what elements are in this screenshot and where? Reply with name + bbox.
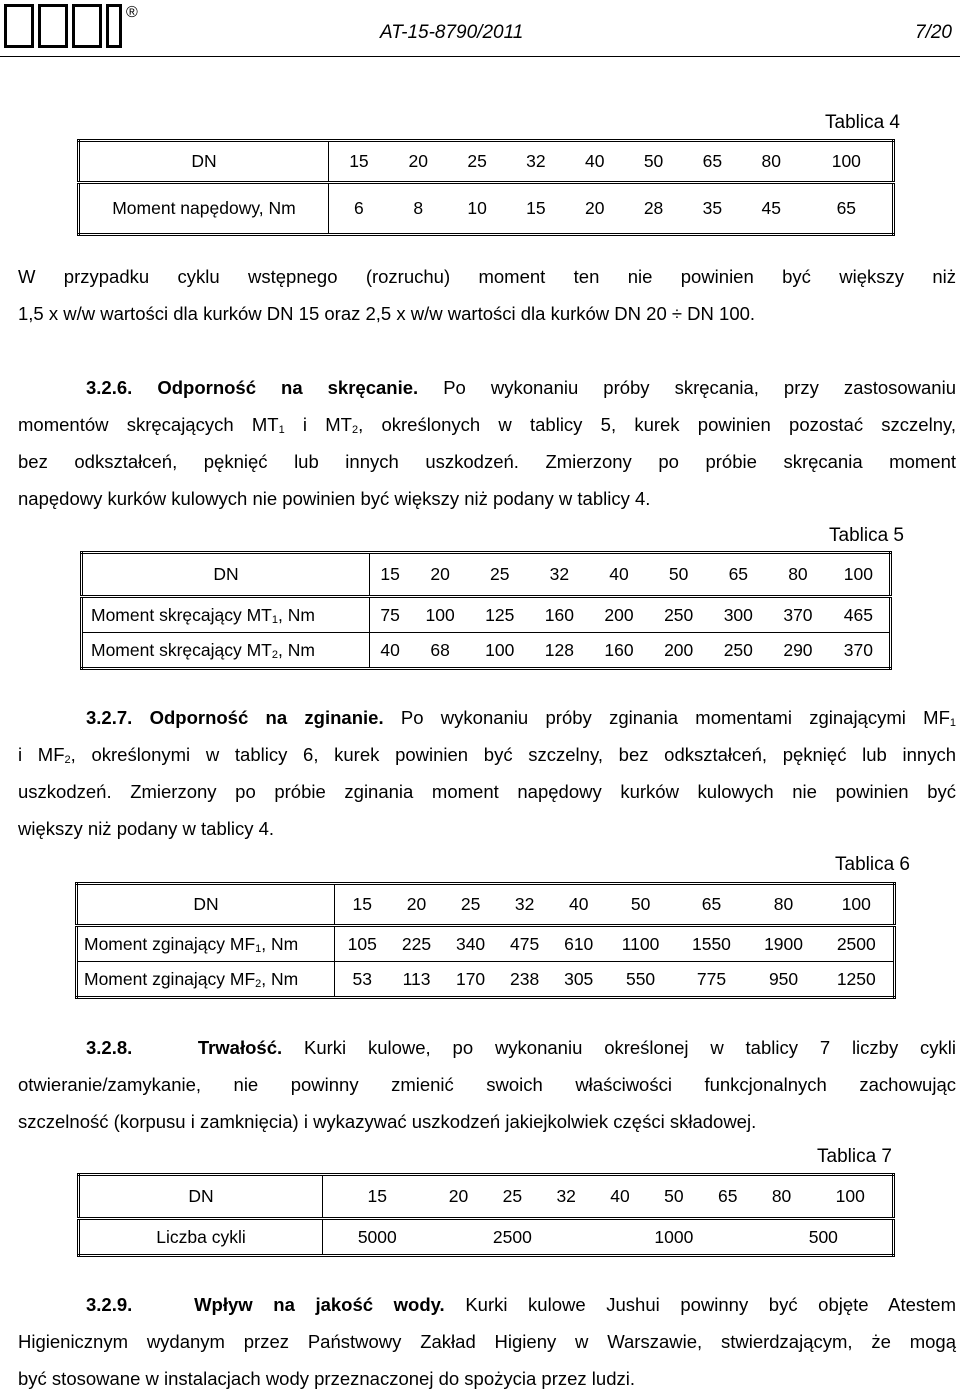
- paragraph-line: 3.2.8. Trwałość. Kurki kulowe, po wykonaniu określonej w tablicy 7 liczby cykli: [86, 1037, 957, 1058]
- table-cell: 128: [544, 639, 574, 660]
- table-cell: Moment skręcający $MT_2$, Nm: [82, 633, 370, 669]
- table-cell: 1100: [606, 926, 676, 962]
- table-cell: 370: [768, 597, 828, 633]
- table-cell: 250: [649, 597, 709, 633]
- table-cell: 475: [498, 926, 552, 962]
- table-cell: 305: [564, 968, 594, 989]
- table-cell: 80: [748, 884, 820, 926]
- table-cell: 80: [742, 141, 801, 183]
- table-cell: 550: [625, 968, 656, 989]
- table-cell: 25: [485, 1175, 539, 1219]
- table-cell: Moment zginający $MF_1$, Nm: [77, 926, 335, 962]
- section-number: 3.2.6.: [86, 377, 133, 398]
- table-cell: 5000: [357, 1226, 397, 1247]
- table-cell: 6: [354, 198, 364, 218]
- table-cell: 15: [323, 1175, 432, 1219]
- table-cell: 32: [507, 141, 566, 183]
- table-cell: 25: [444, 884, 498, 926]
- section-3-2-7: [18, 699, 956, 847]
- header-rule: [0, 56, 960, 57]
- table-cell: 160: [530, 597, 590, 633]
- table-cell: 125: [470, 597, 530, 633]
- table-cell: 50: [606, 884, 676, 926]
- table-cell: 775: [696, 968, 727, 989]
- table-cell: 100: [485, 639, 515, 660]
- table-cell: 113: [402, 968, 431, 989]
- table-cell: 300: [708, 597, 768, 633]
- paragraph-line: 3.2.6. Odporność na skręcanie. Po wykonaniu próby skręcania, przy zastosowaniu: [86, 377, 956, 398]
- table5-mt1-row: [82, 597, 891, 633]
- table4-moment-row: [79, 183, 894, 235]
- table5-caption: Tablica 5: [829, 525, 904, 546]
- paragraph-line: napędowy kurków kulowych nie powinien być większy niż podany w tablicy 4.: [18, 488, 651, 509]
- logo-letter-b: [72, 4, 102, 48]
- table-cell: 238: [510, 968, 540, 989]
- table-cell: 20: [410, 553, 470, 597]
- table-cell: 40: [380, 639, 400, 660]
- section-number: 3.2.7.: [86, 707, 133, 728]
- table-cell: 50: [624, 141, 683, 183]
- table6-mf1-row: [77, 926, 895, 962]
- table-cell: 100: [410, 597, 470, 633]
- section-3-2-6: [18, 369, 956, 517]
- table-cell: 40: [552, 884, 606, 926]
- table-cell: 225: [389, 926, 443, 962]
- table-cell: 40: [593, 1175, 647, 1219]
- table-cell: 200: [589, 597, 649, 633]
- table6-mf2-row: [77, 962, 895, 998]
- table5-mt2-row: [82, 633, 891, 669]
- itb-logo: [4, 4, 140, 50]
- section-heading: Odporność na skręcanie.: [157, 377, 419, 398]
- table-cell: 950: [768, 968, 799, 989]
- table-cell: 65: [683, 141, 742, 183]
- paragraph-line: momentów skręcających $MT_1$ i $MT_2$, określonych w tablicy 5, kurek powinien pozostać szczelny,: [18, 414, 956, 436]
- table6-dn-row: [77, 884, 895, 926]
- table-cell: 370: [843, 639, 873, 660]
- table-cell: 25: [448, 141, 507, 183]
- table-cell: 65: [701, 1175, 755, 1219]
- table-cell: 32: [498, 884, 552, 926]
- table7-cycles-row: [79, 1219, 894, 1256]
- table-cell: 15: [335, 884, 390, 926]
- table-cell: 65: [836, 198, 857, 218]
- section-heading: Odporność na zginanie.: [149, 707, 384, 728]
- table-cell: 200: [664, 639, 694, 660]
- table7-caption: Tablica 7: [817, 1146, 892, 1167]
- table7-dn-row: [79, 1175, 894, 1219]
- table-cell: 1250: [836, 968, 876, 989]
- table-cell: 50: [647, 1175, 701, 1219]
- table-cell: 15: [370, 553, 411, 597]
- table-cell: 20: [389, 141, 448, 183]
- table-cell: 8: [413, 198, 424, 218]
- table-cell: 68: [430, 639, 450, 660]
- table-cell: 20: [389, 884, 443, 926]
- table-cell: 1550: [675, 926, 747, 962]
- table-cell: DN: [79, 1175, 323, 1219]
- table-cell: 20: [432, 1175, 486, 1219]
- table6: [75, 882, 896, 999]
- table4-dn-row: [79, 141, 894, 183]
- section-3-2-9: [18, 1286, 956, 1397]
- table-cell: Moment skręcający $MT_1$, Nm: [82, 597, 370, 633]
- table-cell: 1900: [748, 926, 820, 962]
- paragraph-line: otwieranie/zamykanie, nie powinny zmienić swoich właściwości funkcjonalnych zachowując: [18, 1074, 956, 1095]
- table-cell: 105: [335, 926, 390, 962]
- paragraph-line: szczelność (korpusu i zamknięcia) i wykazywać uszkodzeń jakiejkolwiek części składowej.: [18, 1111, 757, 1132]
- table-cell: Moment napędowy, Nm: [79, 183, 329, 235]
- table-cell: 290: [783, 639, 813, 660]
- logo-letter-i: [4, 4, 34, 48]
- table-cell: 100: [828, 553, 891, 597]
- table-cell: 160: [604, 639, 634, 660]
- table4-caption: Tablica 4: [825, 112, 900, 133]
- table6-caption: Tablica 6: [835, 854, 910, 875]
- table-cell: 15: [329, 141, 389, 183]
- paragraph-line: Higienicznym wydanym przez Państwowy Zakład Higieny w Warszawie, stwierdzającym, że mogą: [18, 1331, 956, 1352]
- registered-mark: ®: [126, 4, 138, 21]
- paragraph-line: 1,5 x w/w wartości dla kurków DN 15 oraz 2,5 x w/w wartości dla kurków DN 20 ÷ DN 100.: [18, 303, 756, 324]
- table-cell: 32: [539, 1175, 593, 1219]
- section-number: 3.2.8.: [86, 1037, 133, 1058]
- table-cell: 100: [808, 1175, 893, 1219]
- table-cell: 1000: [654, 1226, 694, 1247]
- document-number: AT-15-8790/2011: [380, 22, 524, 43]
- table-cell: 610: [552, 926, 606, 962]
- logo-letter-t: [38, 4, 68, 48]
- table-cell: 15: [526, 198, 546, 218]
- table-cell: 50: [649, 553, 709, 597]
- table-cell: 340: [444, 926, 498, 962]
- table-cell: 32: [530, 553, 590, 597]
- table-cell: 28: [643, 198, 664, 218]
- table-cell: 53: [352, 968, 372, 989]
- table-cell: 40: [565, 141, 624, 183]
- paragraph-line: W przypadku cyklu wstępnego (rozruchu) moment ten nie powinien być większy niż: [18, 266, 956, 287]
- table-cell: 80: [755, 1175, 809, 1219]
- table-cell: DN: [77, 884, 335, 926]
- table-cell: 465: [828, 597, 891, 633]
- paragraph-line: być stosowane w instalacjach wody przeznaczonej do spożycia przez ludzi.: [18, 1368, 635, 1389]
- table-cell: 65: [708, 553, 768, 597]
- paragraph-line: większy niż podany w tablicy 4.: [18, 818, 275, 839]
- table5: [80, 551, 892, 670]
- table-cell: Liczba cykli: [79, 1219, 323, 1256]
- table-cell: 250: [723, 639, 753, 660]
- table-cell: 10: [467, 198, 487, 218]
- table-cell: DN: [82, 553, 370, 597]
- paragraph-line: uszkodzeń. Zmierzony po próbie zginania moment napędowy kurków kulowych nie powinien być: [18, 781, 956, 802]
- table-cell: 65: [675, 884, 747, 926]
- paragraph-startup-moment: [18, 258, 956, 332]
- logo-bar: [106, 4, 122, 48]
- section-heading: Trwałość.: [197, 1037, 283, 1058]
- table-cell: 45: [761, 198, 781, 218]
- table-cell: 75: [370, 597, 411, 633]
- table-cell: 25: [470, 553, 530, 597]
- paragraph-line: i $MF_2$, określonymi w tablicy 6, kurek powinien być szczelny, bez odkształceń, pęknięć lub innych: [18, 744, 956, 766]
- table-cell: Moment zginający $MF_2$, Nm: [77, 962, 335, 998]
- paragraph-line: 3.2.7. Odporność na zginanie. Po wykonaniu próby zginania momentami zginającymi $MF_1$: [86, 707, 956, 729]
- table4: [77, 139, 895, 236]
- table-cell: 500: [808, 1226, 838, 1247]
- table-cell: 80: [768, 553, 828, 597]
- table-cell: 35: [702, 198, 723, 218]
- page-number: 7/20: [915, 22, 952, 43]
- paragraph-line: bez odkształceń, pęknięć lub innych uszkodzeń. Zmierzony po próbie skręcania moment: [18, 451, 956, 472]
- table-cell: 100: [801, 141, 894, 183]
- paragraph-line: 3.2.9. Wpływ na jakość wody. Kurki kulowe Jushui powinny być objęte Atestem: [86, 1294, 957, 1315]
- table-cell: 2500: [820, 926, 895, 962]
- table5-dn-row: [82, 553, 891, 597]
- table-cell: 20: [585, 198, 605, 218]
- section-heading: Wpływ na jakość wody.: [194, 1294, 445, 1315]
- section-number: 3.2.9.: [86, 1294, 133, 1315]
- table-cell: 40: [589, 553, 649, 597]
- table-cell: DN: [79, 141, 329, 183]
- table-cell: 100: [820, 884, 895, 926]
- table-cell: 170: [455, 968, 486, 989]
- table7: [77, 1173, 895, 1257]
- section-3-2-8: [18, 1029, 956, 1140]
- table-cell: 2500: [492, 1226, 532, 1247]
